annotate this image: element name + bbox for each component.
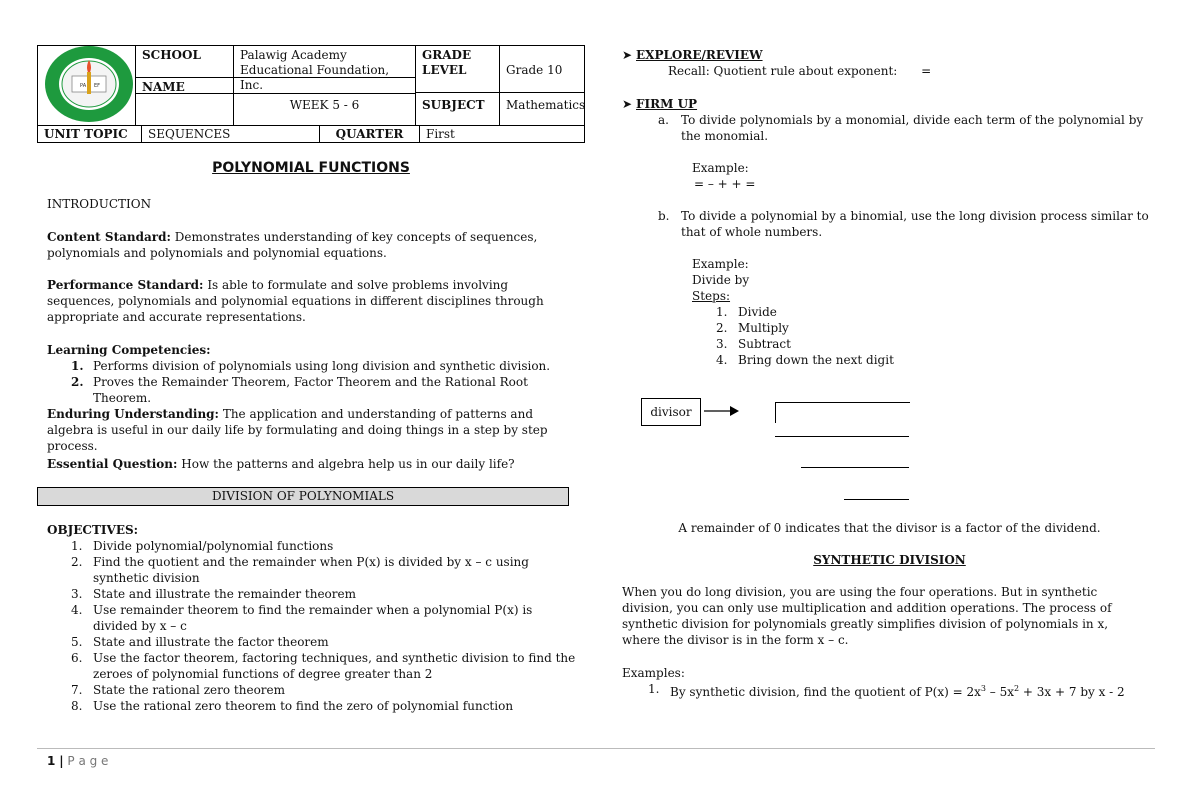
week-blank [135, 93, 234, 126]
objective-item: 4. Use remainder theorem to find the remainder when a polynomial P(x) is divided by x – c [71, 603, 533, 633]
quarter-value: First [419, 125, 585, 143]
page-footer: 1 | P a g e [47, 754, 109, 768]
svg-text:PA: PA [80, 83, 87, 89]
remainder-note: A remainder of 0 indicates that the divisor is a factor of the dividend. [678, 521, 1101, 535]
objective-item: 5. State and illustrate the factor theorem [71, 635, 329, 649]
chevron-right-icon: ➤ [622, 97, 633, 111]
week-label: WEEK 5 - 6 [233, 93, 416, 126]
chevron-right-icon: ➤ [622, 48, 633, 62]
learning-competencies: Learning Competencies: 1. Performs division of polynomials using long division and synthetic division. 2. Proves the Remainder Theorem, Factor Theorem and the Rational Root Theorem. [47, 342, 577, 406]
objective-item: 3. State and illustrate the remainder theorem [71, 587, 356, 601]
enduring-understanding: Enduring Understanding: The application and understanding of patterns and algebra is useful in our daily life by formulating and doing things in a step by step process. [47, 407, 548, 453]
objective-item: 2. Find the quotient and the remainder when P(x) is divided by x – c using synthetic division [71, 555, 529, 585]
unit-topic-label: UNIT TOPIC [37, 125, 142, 143]
arrow-right-icon [704, 404, 740, 421]
synthetic-examples: Examples: 1. By synthetic division, find the quotient of $P(x) = 2x^3 - 5x^2 + 3x + 7$ by x - 2 [622, 666, 1125, 699]
section-bar: DIVISION OF POLYNOMIALS [37, 487, 569, 506]
step-item: 3. Subtract [716, 337, 791, 351]
step-item: 1. Divide [716, 305, 777, 319]
school-label: SCHOOL [135, 45, 234, 78]
firm-up: ➤ FIRM UP a. To divide polynomials by a monomial, divide each term of the polynomial by the monomial. Example: = – + + = b. To divide a polynomial by a binomial, use the long division process similar to that of whole numbers. Example: Divide by Steps: 1. Divide 2. Multiply 3. Subtract 4. Bring down the next digit [622, 96, 1157, 368]
essential-question: Essential Question: How the patterns and algebra help us in our daily life? [47, 457, 515, 471]
objective-item: 6. Use the factor theorem, factoring techniques, and synthetic division to find the zeroes of polynomial functions of degree greater than 2 [71, 651, 576, 681]
division-line [801, 467, 909, 468]
division-bracket [775, 402, 910, 423]
objective-item: 1. Divide polynomial/polynomial functions [71, 539, 334, 553]
competency-item: 1. Performs division of polynomials using long division and synthetic division. [71, 359, 551, 373]
explore-review: ➤ EXPLORE/REVIEW Recall: Quotient rule about exponent: = [622, 48, 932, 78]
synthetic-paragraph: When you do long division, you are using the four operations. But in synthetic division, you can only use multiplication and addition operations. The process of synthetic division for polynomials greatly simplifies division of polynomials in x, where the divisor is in the form x – c. [622, 585, 1112, 647]
performance-standard: Performance Standard: Is able to formulate and solve problems involving sequences, polynomials and polynomial equations in different disciplines through appropriate and accurate representations. [47, 278, 544, 324]
step-item: 2. Multiply [716, 321, 789, 335]
competency-item: 2. Proves the Remainder Theorem, Factor Theorem and the Rational Root Theorem. [71, 375, 528, 405]
quarter-label: QUARTER [319, 125, 420, 143]
grade-label: GRADE LEVEL [415, 45, 500, 93]
name-label: NAME [135, 77, 234, 94]
school-value: Palawig Academy Educational Foundation, Inc. [233, 45, 416, 78]
objective-item: 7. State the rational zero theorem [71, 683, 286, 697]
content-standard: Content Standard: Demonstrates understanding of key concepts of sequences, polynomials and polynomials and polynomial equations. [47, 230, 538, 260]
logo-cell [37, 45, 135, 126]
step-item: 4. Bring down the next digit [716, 353, 894, 367]
objective-item: 8. Use the rational zero theorem to find the zero of polynomial function [71, 699, 514, 713]
subject-value: Mathematics [499, 92, 585, 126]
division-line [775, 436, 909, 437]
grade-value: Grade 10 [499, 45, 585, 93]
unit-topic-value: SEQUENCES [141, 125, 320, 143]
divisor-box: divisor [641, 398, 701, 426]
introduction-heading: INTRODUCTION [47, 197, 152, 211]
division-line [844, 499, 909, 500]
synthetic-heading: SYNTHETIC DIVISION [813, 553, 966, 567]
footer-rule [37, 748, 1155, 749]
subject-label: SUBJECT [415, 92, 500, 126]
page-title: POLYNOMIAL FUNCTIONS [212, 160, 410, 176]
svg-text:EF: EF [94, 83, 101, 89]
name-value[interactable] [233, 77, 416, 94]
objectives: OBJECTIVES: 1. Divide polynomial/polynomial functions 2. Find the quotient and the remainder when P(x) is divided by x – c using synthetic division 3. State and illustrate the remainder theorem 4. Use remainder theorem to find the remainder when a polynomial P(x) is divided by x – c 5. State and illustrate the factor theorem 6. Use the factor theorem, factoring techniques, and synthetic division to find the zeroes of polynomial functions of degree greater than 2 7. State the rational zero theorem 8. Use the rational zero theorem to find the zero of polynomial function [47, 523, 576, 713]
